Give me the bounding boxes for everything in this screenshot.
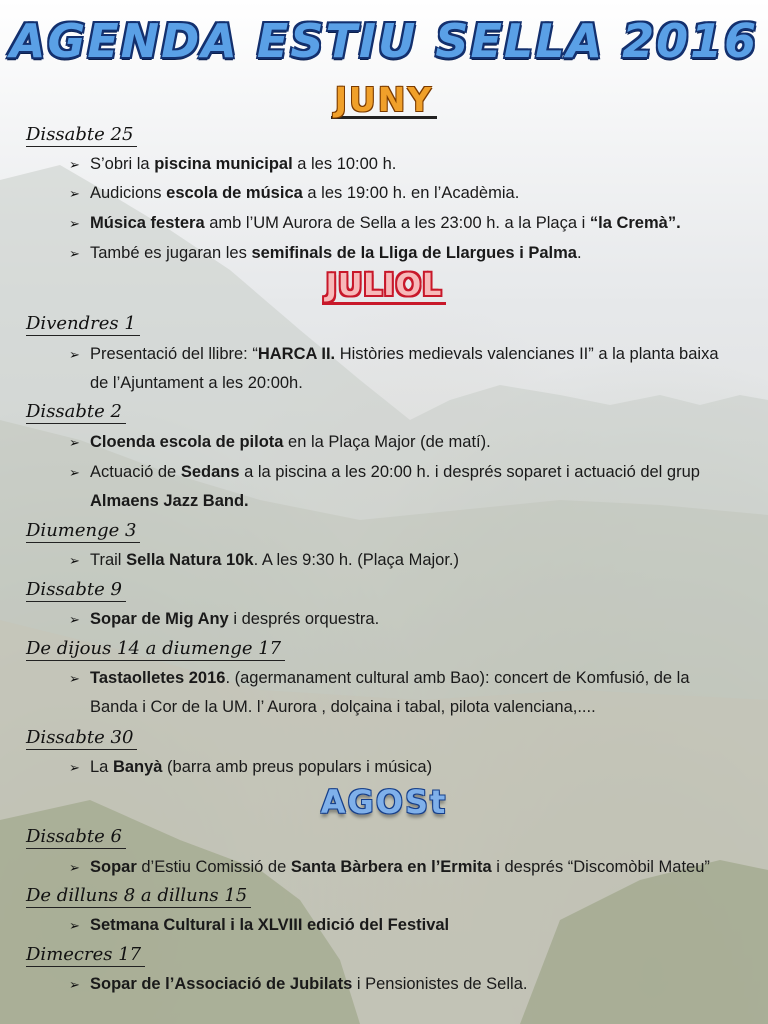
- arrow-bullet-icon: ➢: [69, 977, 80, 992]
- arrow-bullet-icon: ➢: [69, 246, 80, 261]
- day-heading: Dissabte 25: [26, 124, 137, 147]
- month-heading-agost: AGOSt: [320, 783, 448, 821]
- event-item: ➢ També es jugaran les semifinals de la Lliga de Llargues i Palma.: [69, 239, 759, 268]
- arrow-bullet-icon: ➢: [69, 216, 80, 231]
- event-item: ➢ Actuació de Sedans a la piscina a les 20:00 h. i després soparet i actuació del grup Almaens Jazz Band.: [69, 458, 742, 516]
- event-item: ➢ La Banyà (barra amb preus populars i música): [69, 753, 759, 782]
- event-item: ➢ Trail Sella Natura 10k. A les 9:30 h. (Plaça Major.): [69, 546, 759, 575]
- arrow-bullet-icon: ➢: [69, 612, 80, 627]
- event-item: ➢ Presentació del llibre: “HARCA II. Històries medievals valencianes II” a la planta baixa de l’Ajuntament a les 20:00h.: [69, 340, 742, 398]
- month-heading-juny: JUNY: [0, 80, 768, 119]
- day-heading: De dilluns 8 a dilluns 15: [26, 885, 251, 908]
- day-heading: Dissabte 30: [26, 727, 137, 750]
- page-title: AGENDA ESTIU SELLA 2016: [9, 14, 759, 68]
- arrow-bullet-icon: ➢: [69, 465, 80, 480]
- day-heading: Dissabte 2: [26, 401, 126, 424]
- arrow-bullet-icon: ➢: [69, 157, 80, 172]
- day-heading: De dijous 14 a diumenge 17: [26, 638, 285, 661]
- day-heading: Divendres 1: [26, 313, 140, 336]
- event-item: ➢ Audicions escola de música a les 19:00 h. en l’Acadèmia.: [69, 179, 759, 208]
- arrow-bullet-icon: ➢: [69, 435, 80, 450]
- arrow-bullet-icon: ➢: [69, 186, 80, 201]
- arrow-bullet-icon: ➢: [69, 860, 80, 875]
- event-item: ➢ Música festera amb l’UM Aurora de Sella a les 23:00 h. a la Plaça i “la Cremà”.: [69, 209, 759, 238]
- arrow-bullet-icon: ➢: [69, 760, 80, 775]
- day-heading: Diumenge 3: [26, 520, 140, 543]
- event-item: ➢ Tastaolletes 2016. (agermanament cultural amb Bao): concert de Komfusió, de la Banda i Cor de la UM. l’ Aurora , dolçaina i tabal, pilota valenciana,....: [69, 664, 742, 722]
- day-heading: Dimecres 17: [26, 944, 145, 967]
- arrow-bullet-icon: ➢: [69, 918, 80, 933]
- event-item: ➢ Sopar de Mig Any i després orquestra.: [69, 605, 759, 634]
- arrow-bullet-icon: ➢: [69, 671, 80, 686]
- arrow-bullet-icon: ➢: [69, 347, 80, 362]
- event-item: ➢ Setmana Cultural i la XLVIII edició del Festival: [69, 911, 759, 940]
- event-item: ➢ Cloenda escola de pilota en la Plaça Major (de matí).: [69, 428, 759, 457]
- day-heading: Dissabte 6: [26, 826, 126, 849]
- event-item: ➢ Sopar de l’Associació de Jubilats i Pensionistes de Sella.: [69, 970, 759, 999]
- month-heading-juliol: JULIOL: [0, 268, 768, 305]
- arrow-bullet-icon: ➢: [69, 553, 80, 568]
- event-item: ➢ Sopar d’Estiu Comissió de Santa Bàrbera en l’Ermita i després “Discomòbil Mateu”: [69, 853, 759, 882]
- event-item: ➢ S’obri la piscina municipal a les 10:00 h.: [69, 150, 759, 179]
- day-heading: Dissabte 9: [26, 579, 126, 602]
